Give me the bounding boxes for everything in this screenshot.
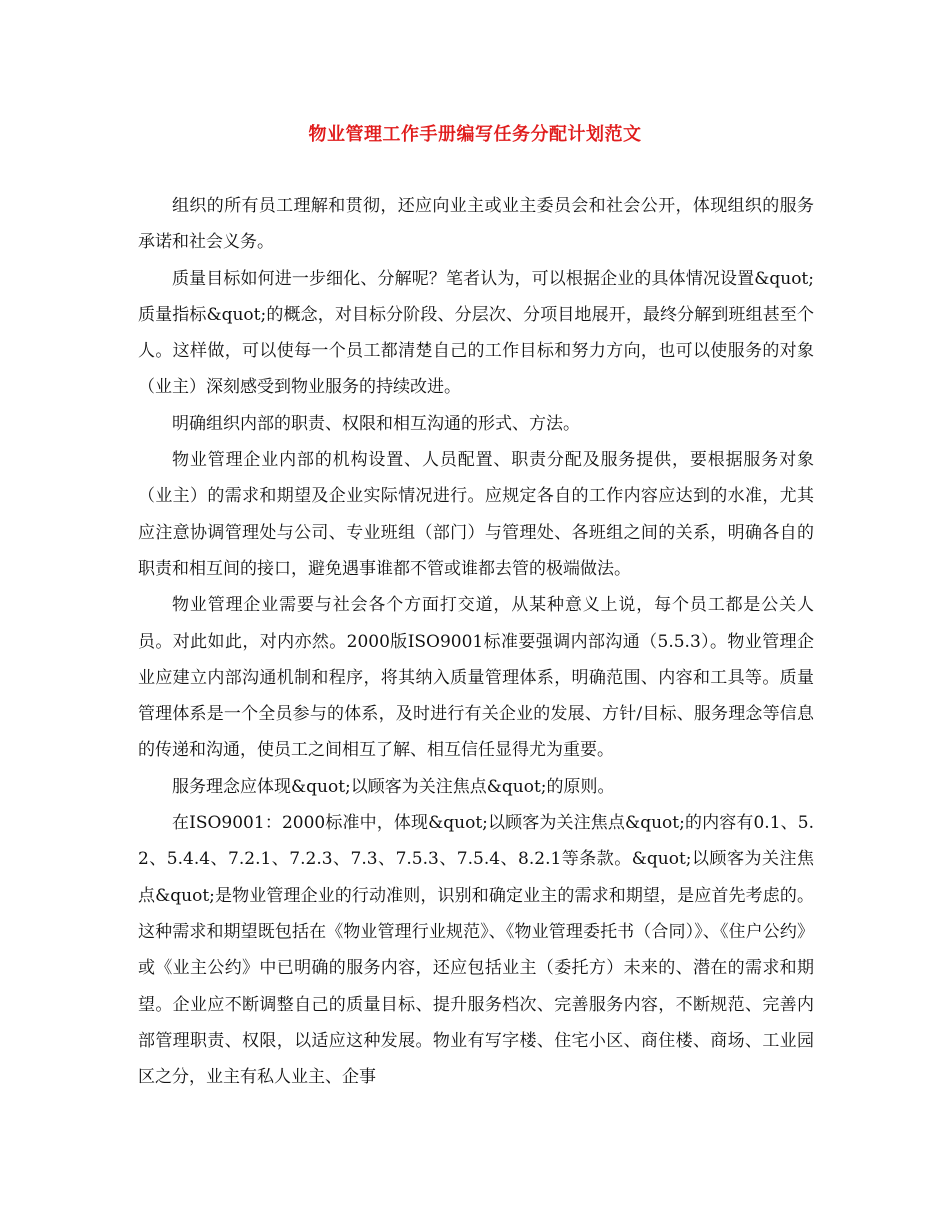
paragraph: 物业管理企业需要与社会各个方面打交道，从某种意义上说，每个员工都是公关人员。对此如此，对内亦然。2000版ISO9001标准要强调内部沟通（5.5.3）。物业管理企业应建立内部沟通机制和程序，将其纳入质量管理体系，明确范围、内容和工具等。质量管理体系是一个全员参与的体系，及时进行有关企业的发展、方针/目标、服务理念等信息的传递和沟通，使员工之间相互了解、相互信任显得尤为重要。	[138, 595, 814, 761]
paragraph: 在ISO9001：2000标准中，体现&quot;以顾客为关注焦点&quot;的内容有0.1、5.2、5.4.4、7.2.1、7.2.3、7.3、7.5.3、7.5.4、8.2.1等条款。&quot;以顾客为关注焦点&quot;是物业管理企业的行动准则，识别和确定业主的需求和期望，是应首先考虑的。这种需求和期望既包括在《物业管理行业规范》、《物业管理委托书（合同）》、《住户公约》或《业主公约》中已明确的服务内容，还应包括业主（委托方）未来的、潜在的需求和期望。企业应不断调整自己的质量目标、提升服务档次、完善服务内容，不断规范、完善内部管理职责、权限，以适应这种发展。物业有写字楼、住宅小区、商住楼、商场、工业园区之分，业主有私人业主、企事	[138, 813, 814, 1088]
document-body	[138, 188, 814, 1095]
paragraph: 质量目标如何进一步细化、分解呢？笔者认为，可以根据企业的具体情况设置&quot;质量指标&quot;的概念，对目标分阶段、分层次、分项目地展开，最终分解到班组甚至个人。这样做，可以使每一个员工都清楚自己的工作目标和努力方向，也可以使服务的对象（业主）深刻感受到物业服务的持续改进。	[138, 268, 814, 398]
paragraph: 组织的所有员工理解和贯彻，还应向业主或业主委员会和社会公开，体现组织的服务承诺和社会义务。	[138, 196, 814, 253]
paragraph: 服务理念应体现&quot;以顾客为关注焦点&quot;的原则。	[172, 776, 615, 797]
paragraph: 明确组织内部的职责、权限和相互沟通的形式、方法。	[172, 413, 580, 434]
document-title: 物业管理工作手册编写任务分配计划范文	[308, 124, 642, 145]
paragraph: 物业管理企业内部的机构设置、人员配置、职责分配及服务提供，要根据服务对象（业主）的需求和期望及企业实际情况进行。应规定各自的工作内容应达到的水准，尤其应注意协调管理处与公司、专业班组（部门）与管理处、各班组之间的关系，明确各自的职责和相互间的接口，避免遇事谁都不管或谁都去管的极端做法。	[138, 450, 814, 579]
